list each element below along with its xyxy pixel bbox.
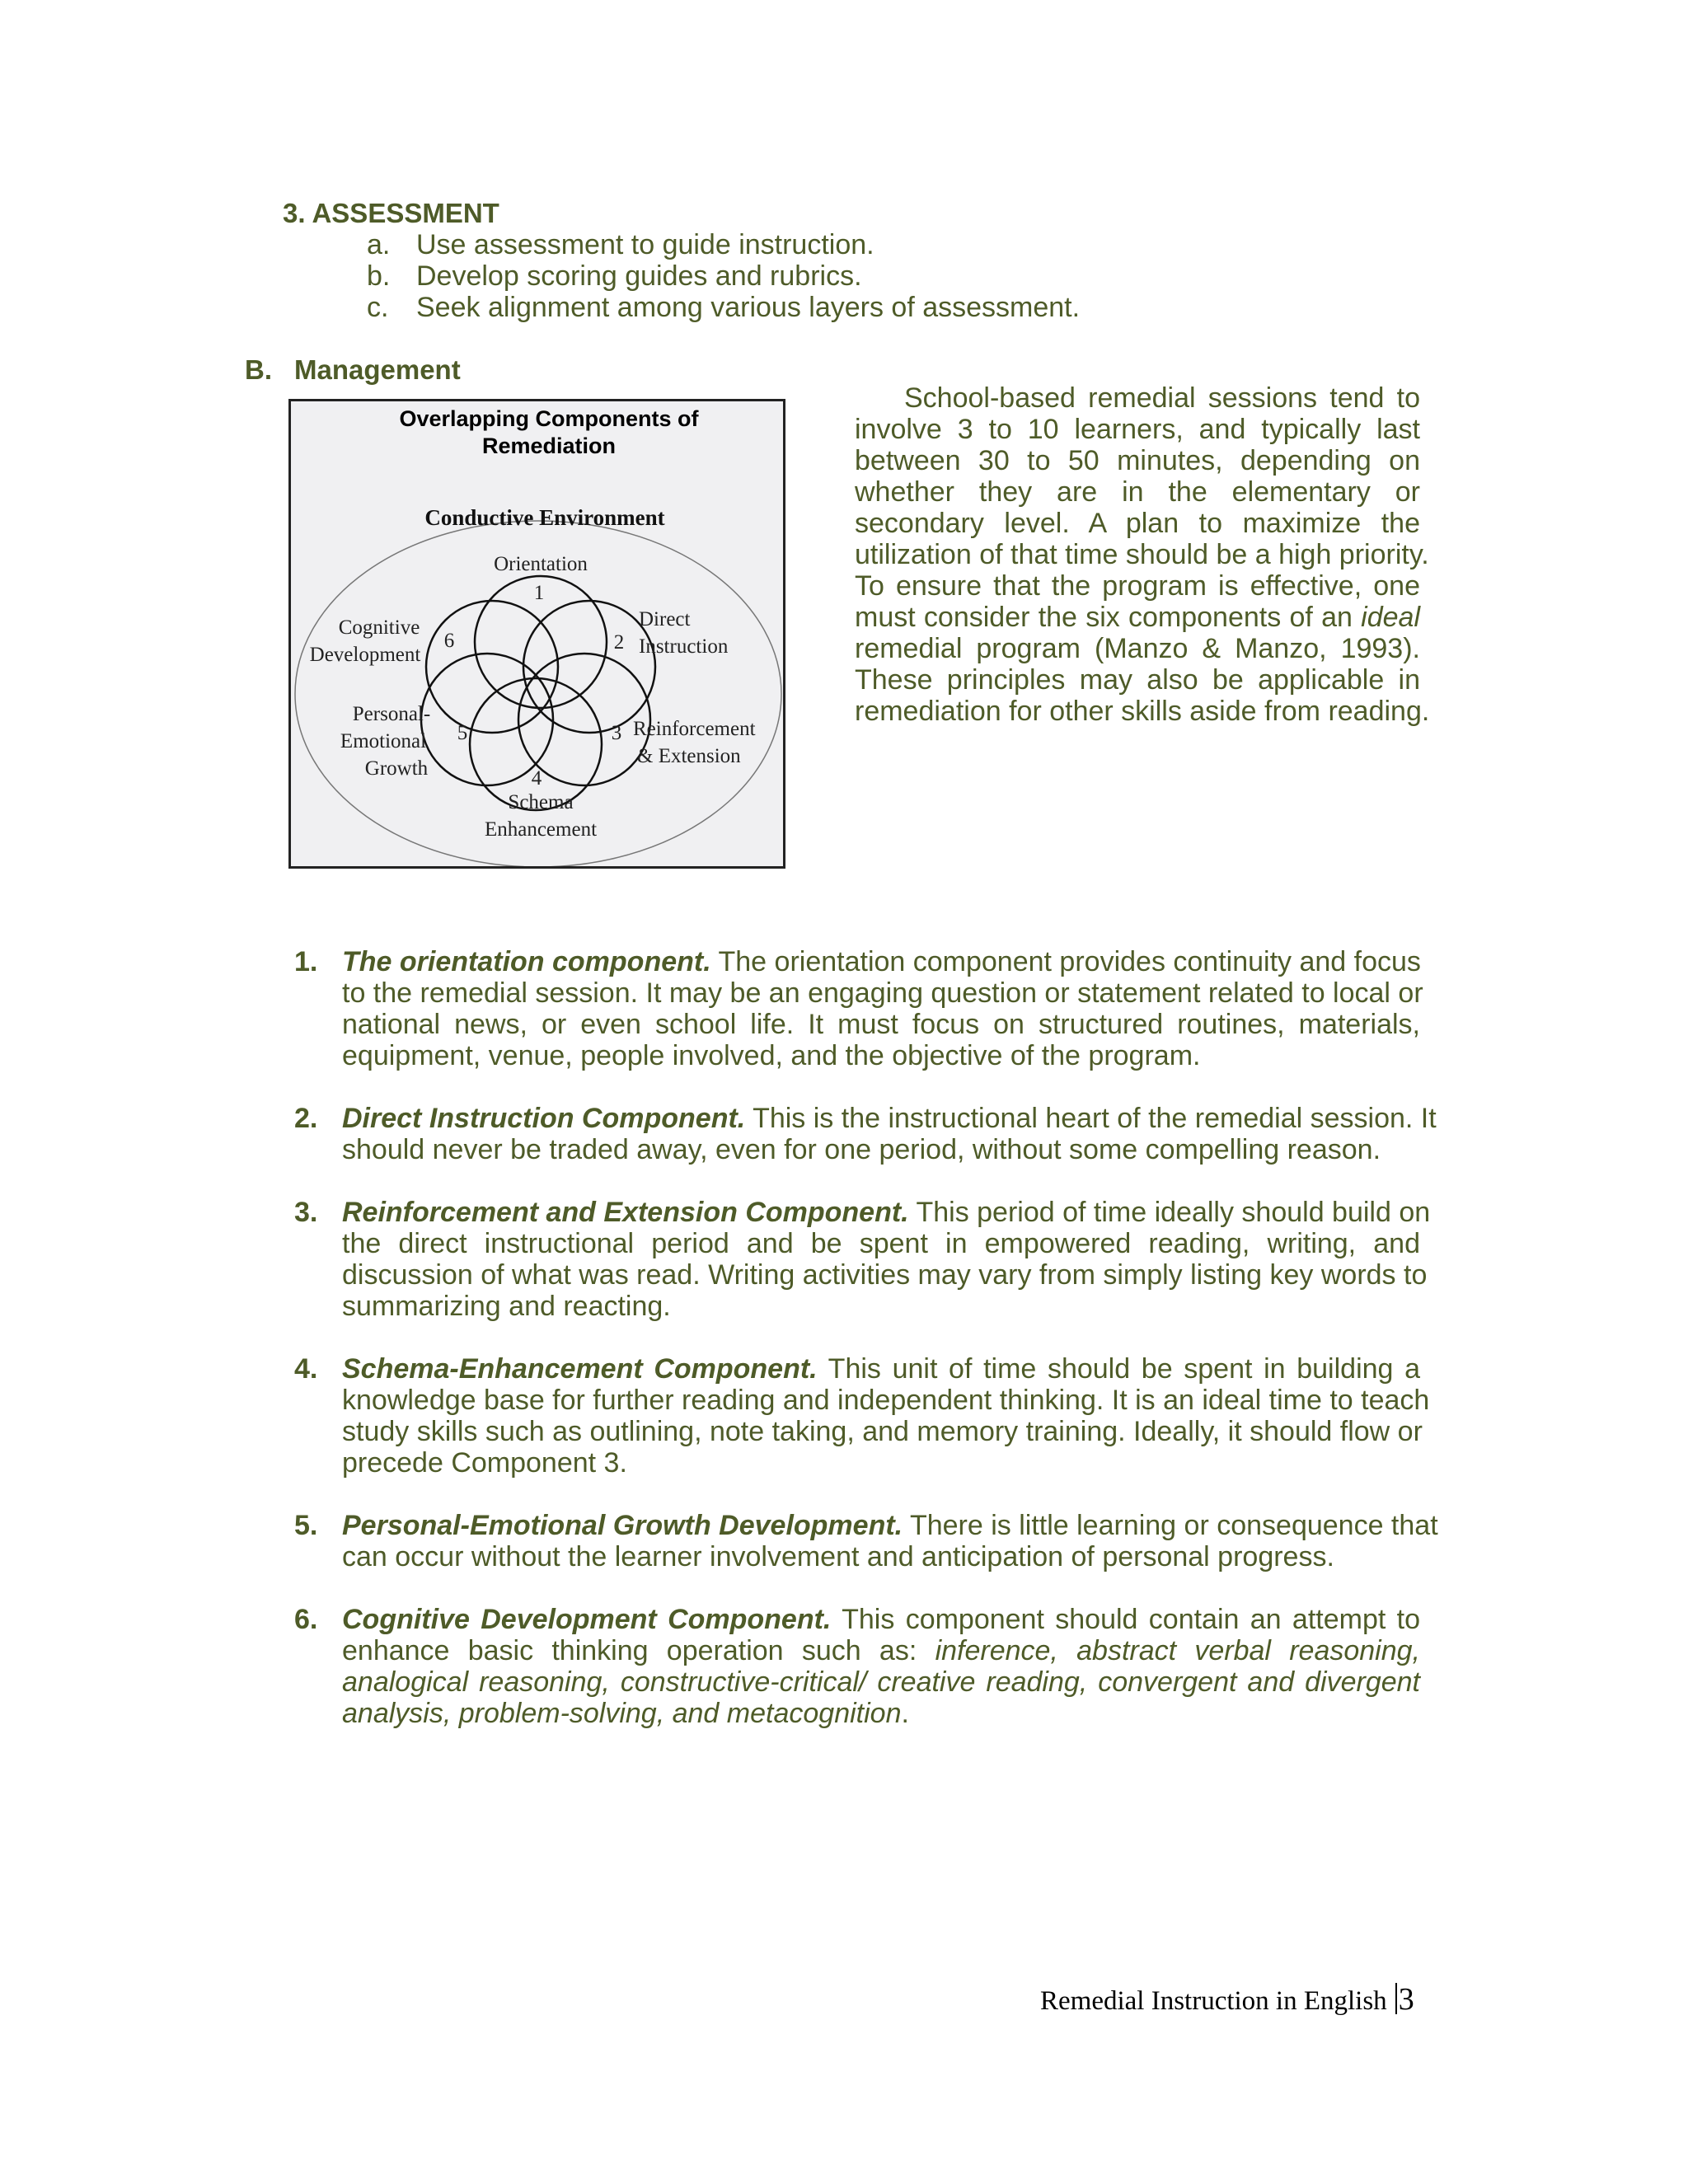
label-schema-line1: Schema <box>508 791 574 813</box>
circle-schema <box>470 678 602 810</box>
page-number: 3 <box>1398 1982 1414 2017</box>
assessment-item-b: b. Develop scoring guides and rubrics. <box>367 260 862 292</box>
label-cognitive-line2: Development <box>309 644 421 666</box>
assessment-heading: 3. ASSESSMENT <box>283 198 499 228</box>
label-personal-line2: Emotional <box>340 730 427 752</box>
label-direct-line1: Direct <box>639 608 691 630</box>
number-3: 3 <box>611 722 622 744</box>
label-reinforcement-line1: Reinforcement <box>633 718 756 740</box>
label-direct-line2: Instruction <box>639 635 729 658</box>
label-reinforcement-line2: & Extension <box>637 745 741 767</box>
number-5: 5 <box>457 722 468 744</box>
number-4: 4 <box>531 767 542 790</box>
venn-diagram-svg <box>291 401 783 866</box>
label-orientation: Orientation <box>494 553 588 575</box>
management-heading: B. Management <box>245 354 461 385</box>
diagram-title-line1: Overlapping Components of <box>399 406 699 431</box>
assessment-item-a: a. Use assessment to guide instruction. <box>367 229 874 260</box>
label-cognitive-line1: Cognitive <box>338 616 420 639</box>
diagram-title-line2: Remediation <box>481 434 617 458</box>
footer-title: Remedial Instruction in English <box>1040 1986 1387 2016</box>
overlapping-components-diagram <box>288 399 785 869</box>
number-2: 2 <box>613 631 625 654</box>
label-personal-line3: Growth <box>364 757 429 780</box>
assessment-item-c: c. Seek alignment among various layers of assessment. <box>367 292 1081 323</box>
label-personal-line1: Personal- <box>352 703 431 725</box>
number-1: 1 <box>533 582 545 604</box>
management-paragraph: School-based remedial sessions tend to involve 3 to 10 learners, and typically last between 30 to 50 minutes, depending on whether they are in the elementary or secondary level. A plan to maximize the utilization of that time should be a high priority. To ensure that the program is effective, one must consider the six components of an ideal remedial program (Manzo & Manzo, 1993). These principles may also be applicable in remediation for other skills aside from reading. <box>855 382 1430 727</box>
label-schema-line2: Enhancement <box>484 818 598 841</box>
page-footer <box>1040 1983 1414 2018</box>
number-6: 6 <box>443 630 455 652</box>
footer-divider <box>1395 1983 1397 2014</box>
environment-label: Conductive Environment <box>424 505 665 530</box>
